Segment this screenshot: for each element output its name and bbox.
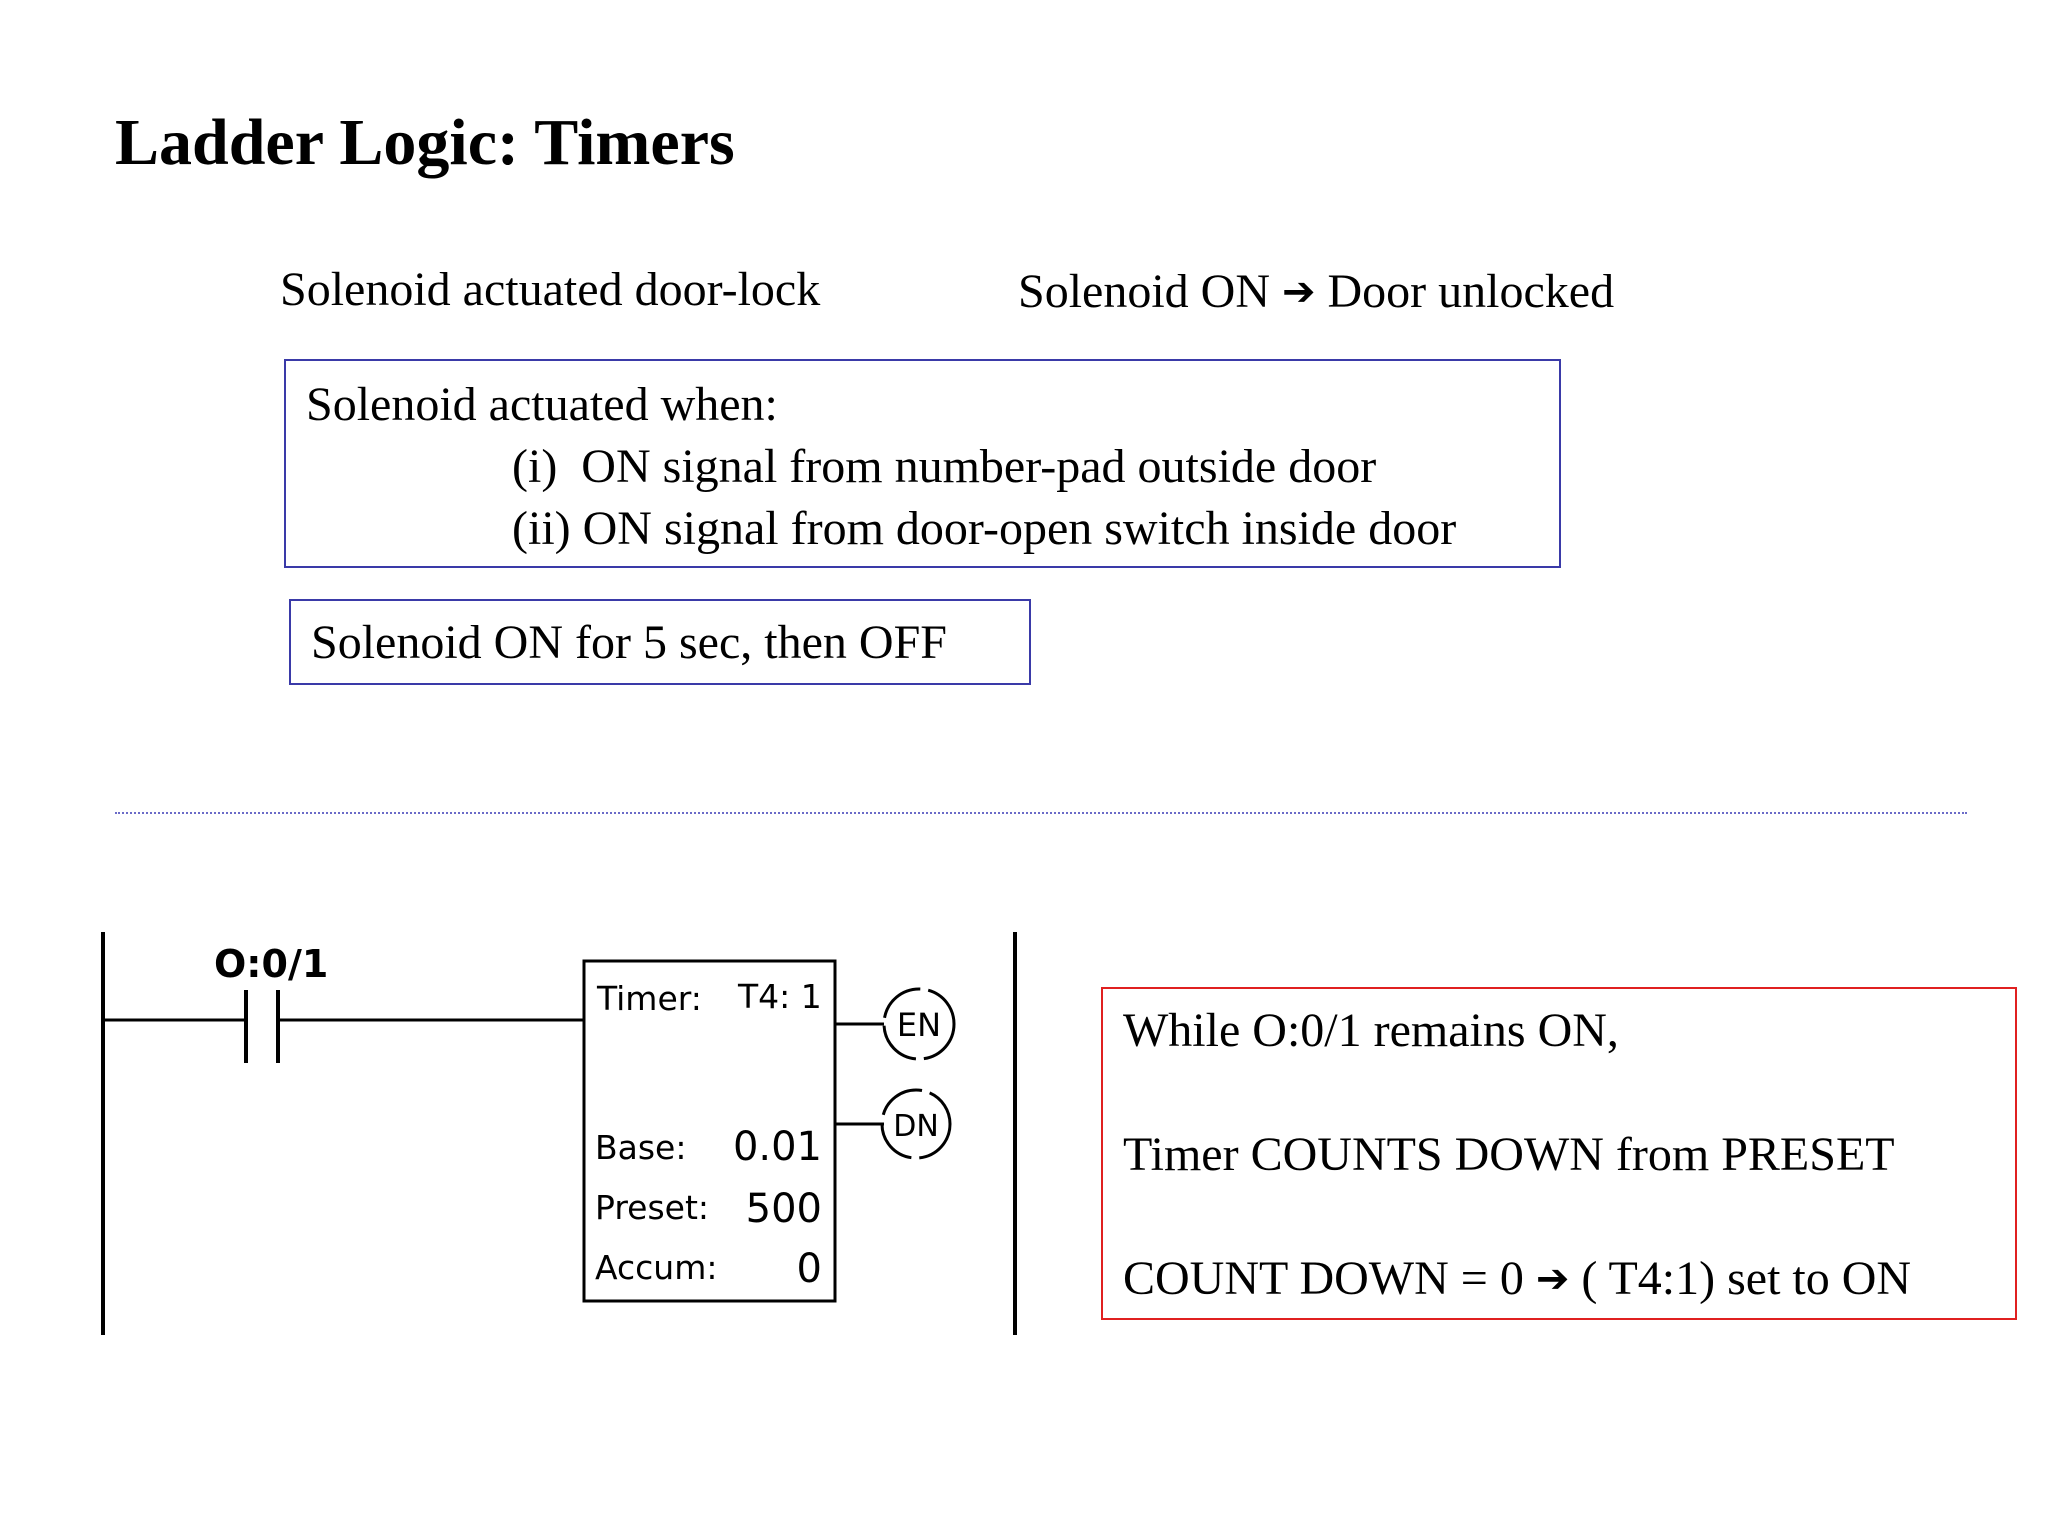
- explanation-line-2: Timer COUNTS DOWN from PRESET: [1123, 1128, 1895, 1181]
- dn-label: DN: [893, 1109, 939, 1144]
- base-label: Base:: [595, 1128, 687, 1167]
- device-description: Solenoid actuated door-lock: [280, 263, 821, 316]
- timer-label: Timer:: [597, 979, 702, 1018]
- conditions-heading: Solenoid actuated when:: [306, 378, 778, 431]
- right-arrow-icon: ➔: [1282, 269, 1316, 315]
- explanation-box: [1101, 987, 2017, 1320]
- timer-value: T4: 1: [738, 977, 822, 1016]
- behavior-right: Door unlocked: [1327, 265, 1615, 318]
- explanation-line-3-right: ( T4:1) set to ON: [1581, 1252, 1912, 1305]
- timing-text: Solenoid ON for 5 sec, then OFF: [311, 616, 947, 669]
- condition-item-1: (i) ON signal from number-pad outside door: [512, 440, 1377, 493]
- accum-label: Accum:: [595, 1248, 718, 1287]
- preset-value: 500: [745, 1186, 822, 1232]
- right-arrow-icon: ➔: [1535, 1256, 1570, 1302]
- behavior-left: Solenoid ON: [1018, 265, 1270, 318]
- explanation-line-3: [1123, 1251, 1911, 1306]
- explanation-line-3-left: COUNT DOWN = 0: [1123, 1252, 1524, 1305]
- en-label: EN: [896, 1006, 942, 1044]
- accum-value: 0: [796, 1246, 822, 1292]
- base-value: 0.01: [732, 1124, 822, 1170]
- explanation-line-1: While O:0/1 remains ON,: [1123, 1004, 1619, 1057]
- contact-label: O:0/1: [214, 942, 329, 986]
- page-title: Ladder Logic: Timers: [115, 106, 735, 179]
- preset-label: Preset:: [595, 1188, 710, 1227]
- condition-item-2: (ii) ON signal from door-open switch inside door: [512, 502, 1457, 555]
